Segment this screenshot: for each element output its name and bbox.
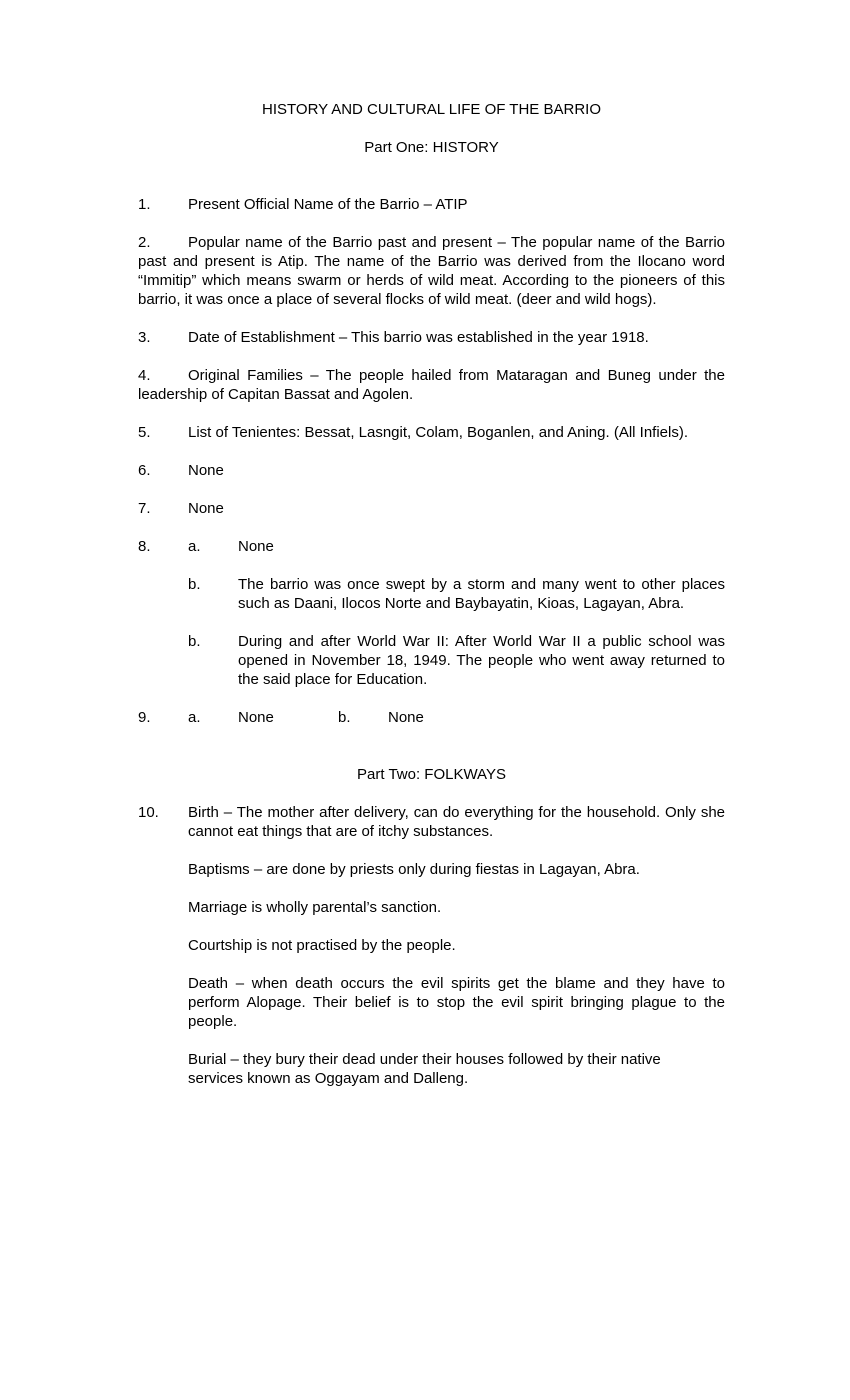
item-text: None <box>188 462 224 479</box>
history-item-8b <box>138 575 725 613</box>
item-number: 9. <box>138 709 151 726</box>
sub-item-label: b. <box>188 576 201 593</box>
sub-item-text: None <box>238 709 274 726</box>
burial-text: Burial – they bury their dead under their houses followed by their native services known as Oggayam and Dalleng. <box>188 1051 661 1087</box>
history-item-9 <box>138 708 725 727</box>
item-text: Popular name of the Barrio past and present – The popular name of the Barrio past and present is Atip. The name of the Barrio was derived from the Ilocano word “Immitip” which means swarm or herds of wild meat. According to the pioneers of this barrio, it was once a place of several flocks of wild meat. (deer and wild hogs). <box>138 234 725 308</box>
item-text: List of Tenientes: Bessat, Lasngit, Colam, Boganlen, and Aning. (All Infiels). <box>188 424 689 441</box>
history-item-7 <box>138 499 725 518</box>
death-text: Death – when death occurs the evil spirits get the blame and they have to perform Alopage. Their belief is to stop the evil spirit bringing plague to the people. <box>188 975 725 1030</box>
part-one-heading: Part One: HISTORY <box>364 139 499 156</box>
sub-item-label: b. <box>338 709 351 726</box>
history-item-8a <box>138 537 725 556</box>
history-item-4 <box>138 366 725 404</box>
item-text: Original Families – The people hailed from Mataragan and Buneg under the leadership of Capitan Bassat and Agolen. <box>138 367 725 403</box>
item-number: 8. <box>138 538 151 555</box>
item-number: 7. <box>138 500 151 517</box>
history-item-6 <box>138 461 725 480</box>
item-number: 6. <box>138 462 151 479</box>
part-two-heading: Part Two: FOLKWAYS <box>357 766 506 783</box>
item-text: None <box>188 500 224 517</box>
document-title: HISTORY AND CULTURAL LIFE OF THE BARRIO <box>262 101 601 118</box>
history-item-3 <box>138 328 725 347</box>
sub-item-label: a. <box>188 538 201 555</box>
birth-text: Birth – The mother after delivery, can do everything for the household. Only she cannot eat things that are of itchy substances. <box>188 804 725 840</box>
history-item-1 <box>138 195 725 214</box>
sub-item-text: The barrio was once swept by a storm and many went to other places such as Daani, Ilocos Norte and Baybayatin, Kioas, Lagayan, Abra. <box>238 576 725 612</box>
item-text: Present Official Name of the Barrio – ATIP <box>188 196 468 213</box>
folkways-item-10 <box>138 803 725 841</box>
item-number: 4. <box>138 367 151 384</box>
sub-item-label: b. <box>188 633 201 650</box>
sub-item-text: During and after World War II: After World War II a public school was opened in November 18, 1949. The people who went away returned to the said place for Education. <box>238 633 725 688</box>
history-item-5 <box>138 423 725 442</box>
courtship-text: Courtship is not practised by the people. <box>188 937 456 954</box>
sub-item-text: None <box>238 538 274 555</box>
history-item-8c <box>138 632 725 689</box>
item-text: Date of Establishment – This barrio was established in the year 1918. <box>188 329 649 346</box>
item-number: 2. <box>138 234 151 251</box>
baptisms-text: Baptisms – are done by priests only during fiestas in Lagayan, Abra. <box>188 861 640 878</box>
marriage-text: Marriage is wholly parental’s sanction. <box>188 899 442 916</box>
document-page <box>138 100 725 1088</box>
sub-item-text: None <box>388 709 424 726</box>
item-number: 1. <box>138 196 151 213</box>
history-item-2 <box>138 233 725 309</box>
item-number: 10. <box>138 804 159 821</box>
item-number: 3. <box>138 329 151 346</box>
item-number: 5. <box>138 424 151 441</box>
sub-item-label: a. <box>188 709 201 726</box>
